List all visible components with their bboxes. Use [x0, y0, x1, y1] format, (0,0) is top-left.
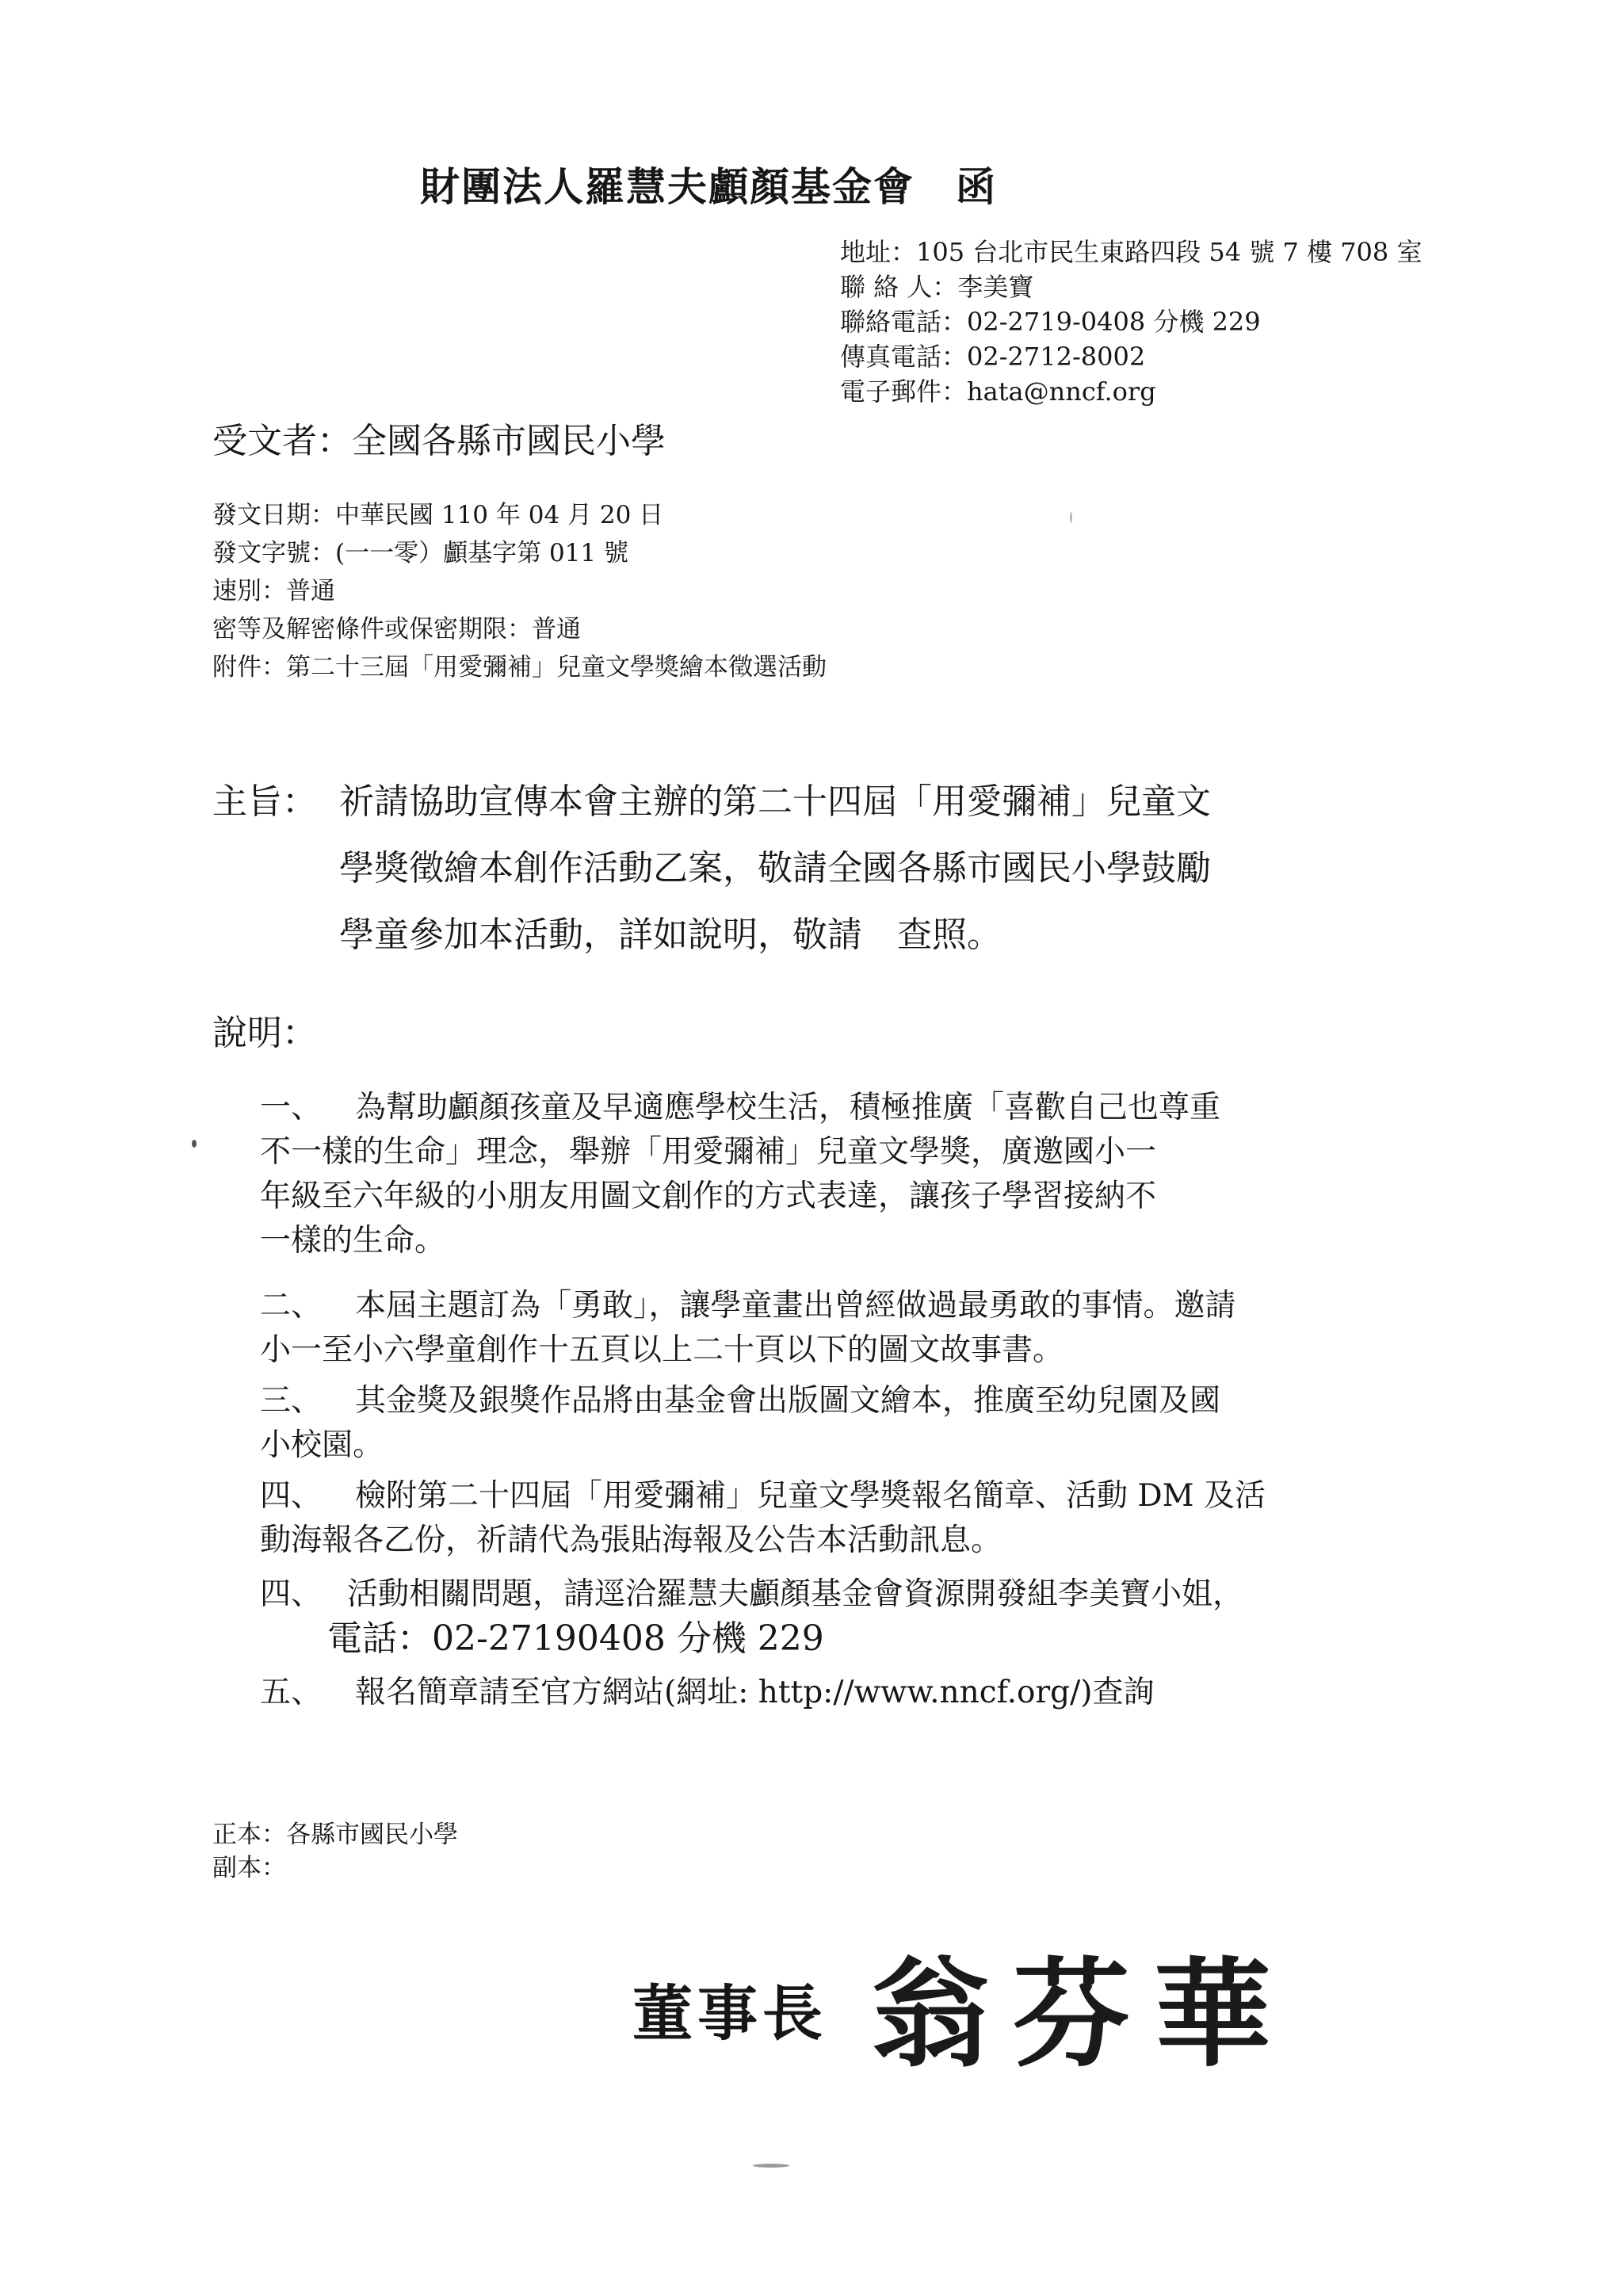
priority: 速別：普通 [212, 577, 335, 606]
item-text [260, 1379, 1221, 1468]
security-level: 密等及解密條件或保密期限：普通 [212, 615, 581, 644]
item-number: 一、 [260, 1090, 323, 1125]
item-line: 本屆主題訂為「勇敢」，讓學童畫出曾經做過最勇敢的事情。邀請 [355, 1288, 1236, 1324]
item-line: 小校園。 [260, 1427, 384, 1463]
item-line: 活動相關問題，請逕洽羅慧夫顱顏基金會資源開發組李美寶小姐， [347, 1576, 1244, 1612]
item-number: 二、 [260, 1288, 323, 1324]
item-number: 四、 [260, 1576, 323, 1612]
subject-line: 學童參加本活動，詳如說明，敬請 查照。 [339, 915, 1002, 955]
item-line: 不一樣的生命」理念，舉辦「用愛彌補」兒童文學獎，廣邀國小一 [260, 1134, 1157, 1170]
distribution-block [212, 1818, 458, 1885]
subject-line: 祈請協助宣傳本會主辦的第二十四屆「用愛彌補」兒童文 [339, 781, 1211, 822]
scan-speck [753, 2164, 789, 2168]
item-line: 報名簡章請至官方網站(網址: http://www.nncf.org/)查詢 [355, 1675, 1155, 1710]
item-text [260, 1474, 1266, 1563]
item-line: 檢附第二十四屆「用愛彌補」兒童文學獎報名簡章、活動 DM 及活 [355, 1478, 1266, 1514]
signatory-title: 董事長 [632, 1978, 827, 2049]
contact-person: 聯 絡 人：李美寶 [840, 272, 1034, 302]
scan-speck [1070, 512, 1072, 523]
letter-title: 財團法人羅慧夫顱顏基金會 函 [420, 163, 997, 210]
subject-label: 主旨： [212, 781, 317, 822]
signatory-name-stamp: 翁芬華 [872, 1945, 1295, 2083]
scan-speck [192, 1140, 197, 1148]
recipient: 受文者：全國各縣市國民小學 [212, 421, 666, 461]
issue-date: 發文日期：中華民國 110 年 04 月 20 日 [212, 501, 664, 529]
document-number: 發文字號：(一一零）顱基字第 011 號 [212, 539, 628, 567]
item-line: 年級至六年級的小朋友用圖文創作的方式表達，讓孩子學習接納不 [260, 1179, 1157, 1214]
subject-line: 學獎徵繪本創作活動乙案，敬請全國各縣市國民小學鼓勵 [339, 848, 1211, 888]
item-number: 四、 [260, 1478, 323, 1514]
contact-phone: 聯絡電話：02-2719-0408 分機 229 [840, 307, 1261, 337]
item-text [260, 1086, 1221, 1263]
contact-fax: 傳真電話：02-2712-8002 [840, 342, 1146, 372]
item-line: 其金獎及銀獎作品將由基金會出版圖文繪本，推廣至幼兒園及國 [355, 1383, 1221, 1419]
contact-address: 地址：105 台北市民生東路四段 54 號 7 樓 708 室 [840, 237, 1423, 267]
item-number: 三、 [260, 1383, 323, 1419]
copy-recipient: 副本： [212, 1854, 286, 1882]
item-line: 為幫助顱顏孩童及早適應學校生活，積極推廣「喜歡自己也尊重 [355, 1090, 1221, 1125]
item-text [355, 1671, 1154, 1715]
original-recipient: 正本：各縣市國民小學 [212, 1820, 458, 1849]
explanation-label: 說明： [212, 1013, 317, 1053]
item-line: 一樣的生命。 [260, 1223, 446, 1259]
contact-block [840, 235, 1422, 409]
item-text [260, 1284, 1236, 1373]
item-number: 五、 [260, 1675, 323, 1710]
item-line: 動海報各乙份，祈請代為張貼海報及公告本活動訊息。 [260, 1522, 1002, 1558]
item-text [327, 1572, 1244, 1661]
item-line: 小一至小六學童創作十五頁以上二十頁以下的圖文故事書。 [260, 1332, 1064, 1368]
document-meta [212, 496, 827, 686]
item-line: 電話：02-27190408 分機 229 [327, 1618, 824, 1659]
contact-email: 電子郵件：hata@nncf.org [840, 376, 1156, 407]
subject-body [339, 769, 1211, 968]
attachment: 附件：第二十三屆「用愛彌補」兒童文學獎繪本徵選活動 [212, 653, 827, 682]
